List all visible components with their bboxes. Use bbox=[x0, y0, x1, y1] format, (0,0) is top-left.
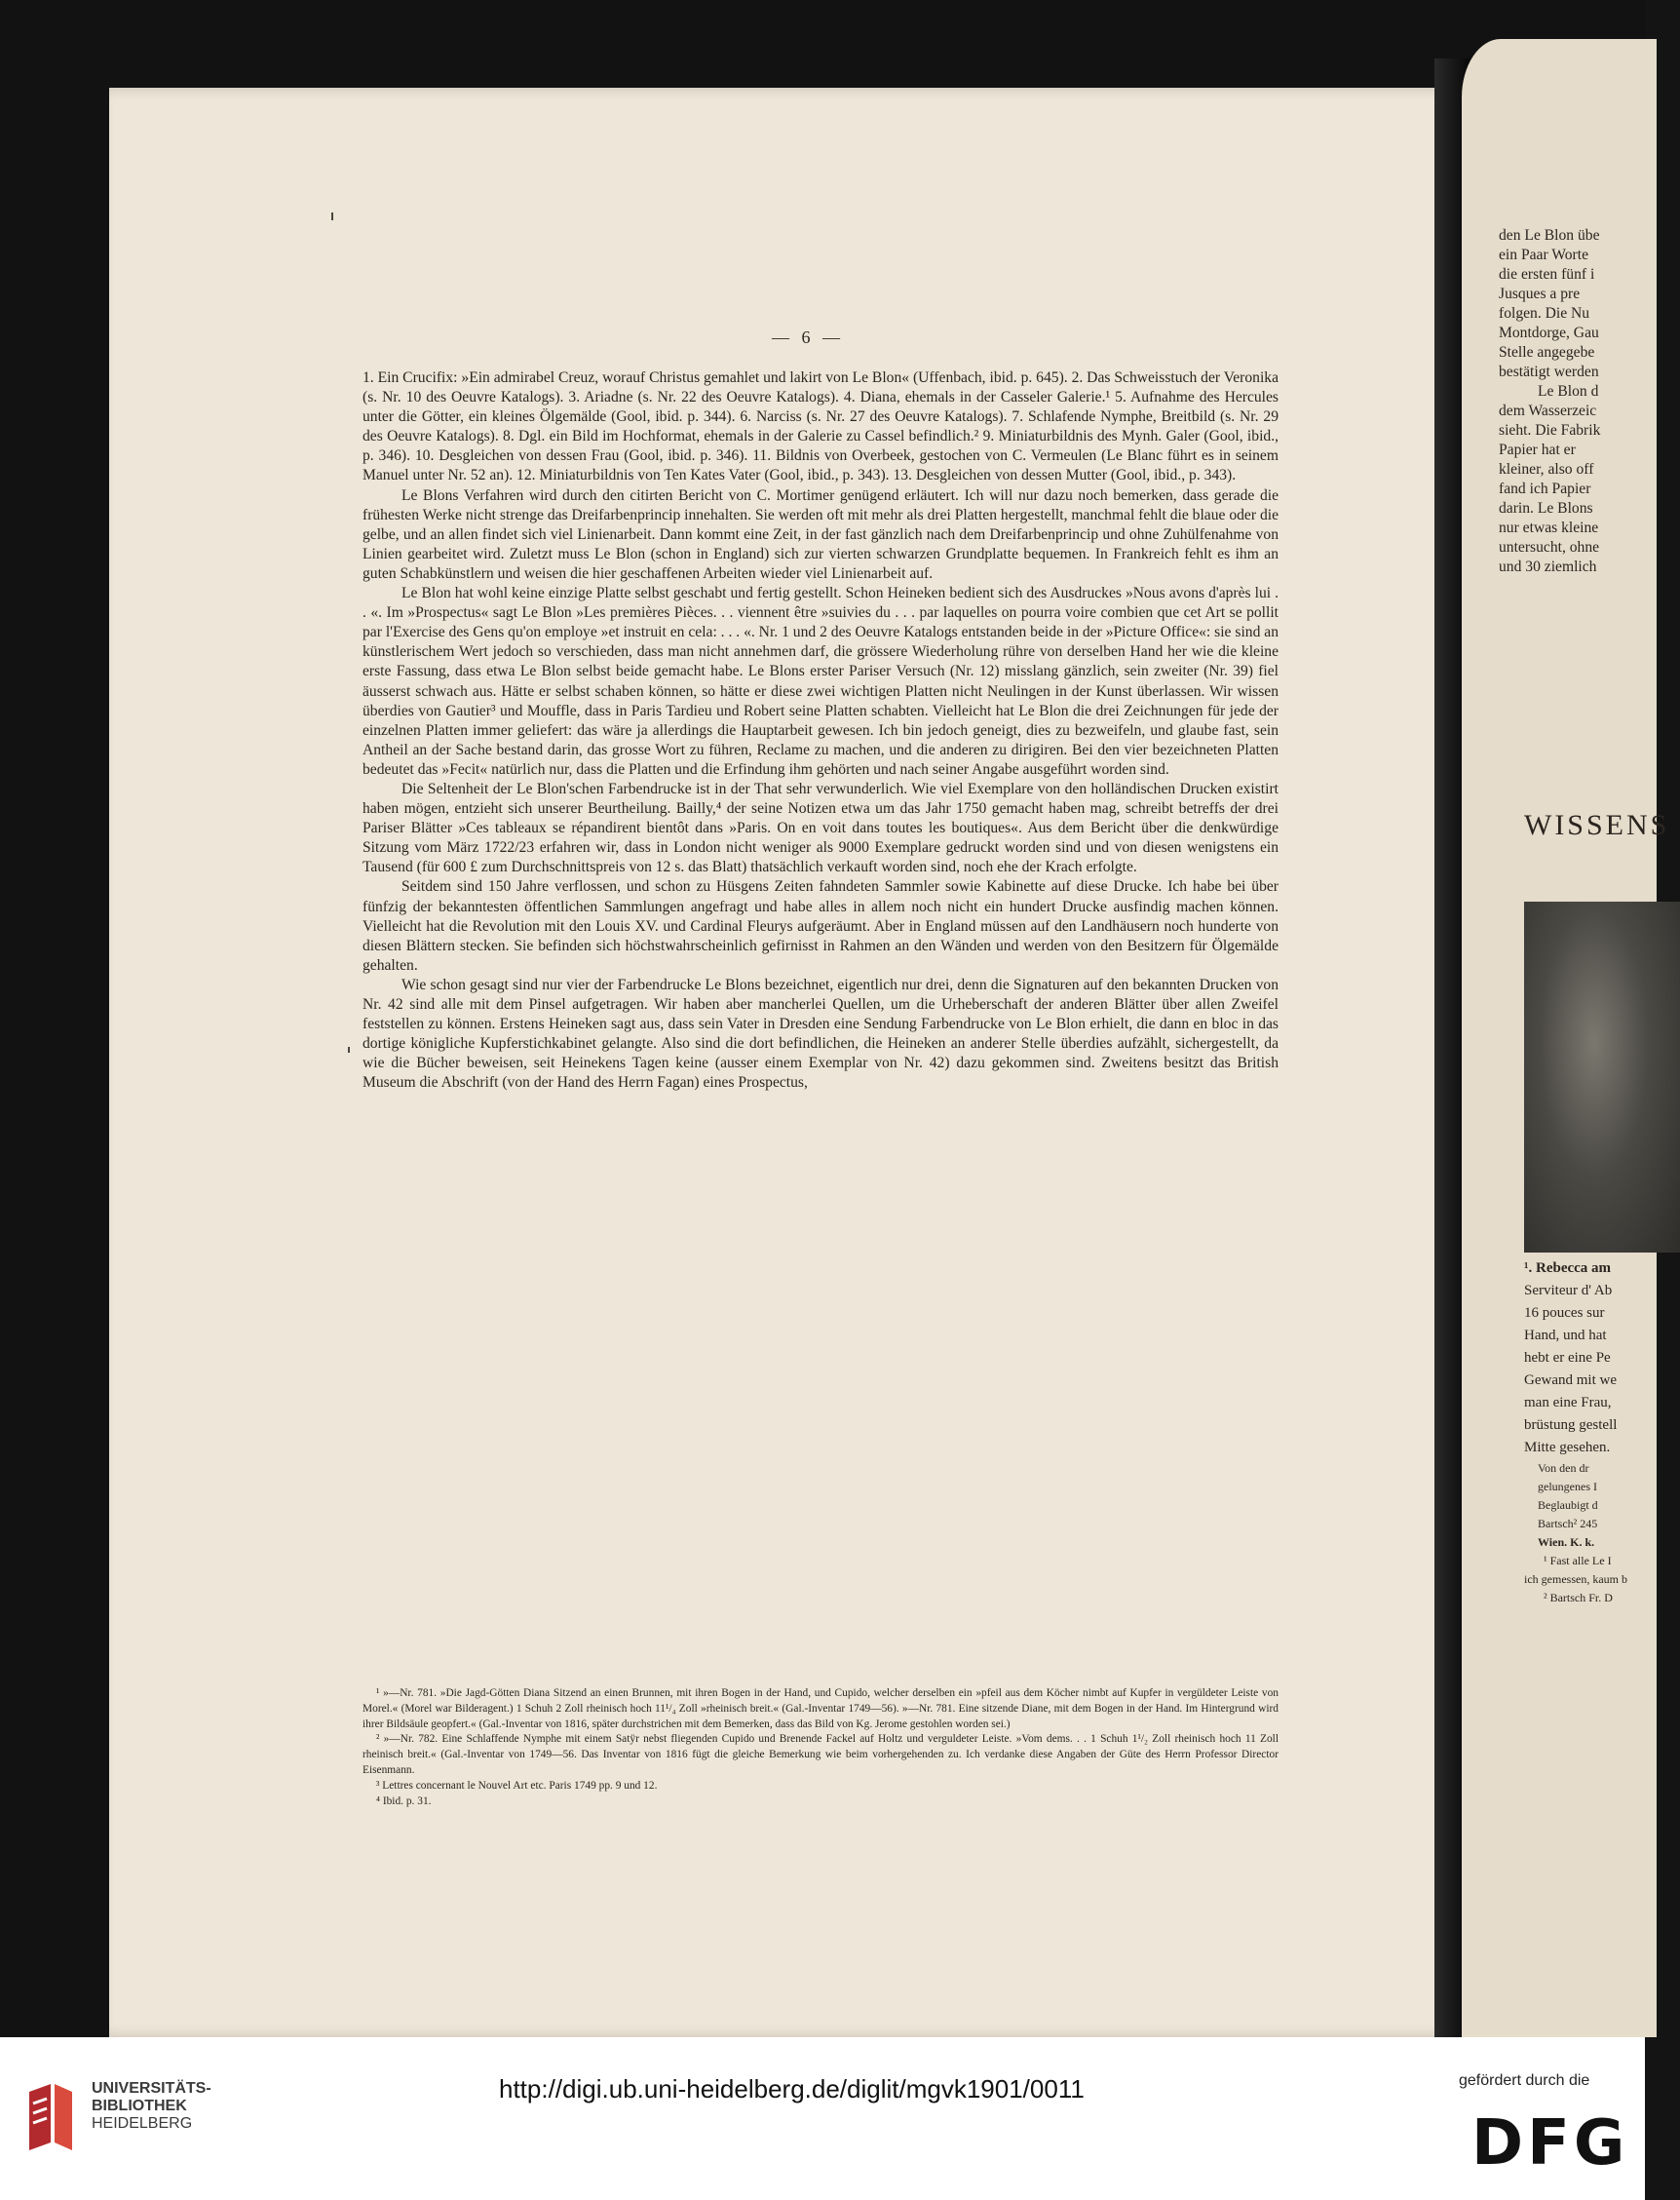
text-line: Le Blon d bbox=[1538, 383, 1599, 400]
university-library-logo-icon[interactable] bbox=[25, 2082, 76, 2154]
institution-name[interactable] bbox=[92, 2080, 211, 2133]
plate-caption bbox=[1524, 1257, 1627, 1607]
caption-line: Serviteur d' Ab bbox=[1524, 1283, 1613, 1298]
caption-note-line: ich gemessen, kaum b bbox=[1524, 1572, 1627, 1586]
margin-mark bbox=[331, 212, 333, 220]
caption-line: Mitte gesehen. bbox=[1524, 1440, 1611, 1455]
text-line: ein Paar Worte bbox=[1499, 247, 1588, 263]
text-line: bestätigt werden bbox=[1499, 364, 1599, 380]
margin-mark bbox=[348, 1047, 350, 1053]
caption-note-line: ² Bartsch Fr. D bbox=[1544, 1591, 1613, 1604]
caption-note-line: gelungenes I bbox=[1538, 1480, 1597, 1493]
caption-note-line: Beglaubigt d bbox=[1538, 1498, 1598, 1512]
institution-line: BIBLIOTHEK bbox=[92, 2098, 187, 2114]
text-line: den Le Blon übe bbox=[1499, 227, 1600, 244]
paragraph: Seitdem sind 150 Jahre verflossen, und schon zu Hüsgens Zeiten fahndeten Sammler sowie Kabinette auf diese Drucke. Ich habe bei über fünfzig der bekanntesten öffentlichen Sammlungen angefragt und habe alles in allem noch nicht ein hundert Drucke ausfindig machen können. Vielleicht hat die Revolution mit den Louis XV. und Cardinal Fleurys aufgeräumt. Aber in England müssen auf den Landhäusern noch hunderte von diesen Blättern stecken. Sie befinden sich höchstwahrscheinlich gefirnisst in Rahmen an den Wänden und werden von den Besitzern für Ölgemälde gehalten. bbox=[363, 878, 1279, 974]
caption-line: Hand, und hat bbox=[1524, 1328, 1607, 1343]
caption-note-line: ¹ Fast alle Le I bbox=[1544, 1554, 1612, 1567]
paragraph: 1. Ein Crucifix: »Ein admirabel Creuz, worauf Christus gemahlet und lakirt von Le Blon« (Uffenbach, ibid. p. 645). 2. Das Schweisstuch der Veronika (s. Nr. 10 des Oeuvre Katalogs). 3. Ariadne (s. Nr. 22 des Oeuvre Katalogs). 4. Diana, ehemals in der Casseler Galerie.¹ 5. Aufnahme des Hercules unter die Götter, ein kleines Ölgemälde (Gool, ibid. p. 344). 6. Narciss (s. Nr. 27 des Oeuvre Katalogs). 7. Schlafende Nymphe, Breitbild (s. Nr. 29 des Oeuvre Katalogs). 8. Dgl. ein Bild im Hochformat, ehemals in der Galerie zu Cassel befindlich.² 9. Miniaturbildnis des Mynh. Galer (Gool, ibid., p. 346). 10. Desgleichen von dessen Frau (Gool, ibid. p. 346). 11. Bildnis von Overbeek, gestochen von C. Vermeulen (Le Blanc führt es in seinem Manuel unter Nr. 52 an). 12. Miniaturbildnis von Ten Kates Vater (Gool, ibid., p. 343). 13. Desgleichen von dessen Mutter (Gool, ibid., p. 343). bbox=[363, 369, 1279, 484]
paragraph: Die Seltenheit der Le Blon'schen Farbendrucke ist in der That sehr verwunderlich. Wie viel Exemplare von den holländischen Drucken existirt haben mögen, entzieht sich unserer Beurtheilung. Bailly,⁴ der seine Notizen etwa um das Jahr 1750 gemacht haben mag, schreibt betreffs der drei Pariser Blätter »Ces tableaux se répandirent bientôt dans »Paris. On en voit dans toutes les boutiques«. Aus dem Bericht über die denkwürdige Sitzung vom März 1722/23 erfahren wir, dass in London nicht weniger als 9000 Exemplare gedruckt worden sind und von diesen wenigstens ein Tausend (für 600 £ zum Durchschnittspreis von 12 s. das Blatt) thatsächlich verkauft worden sind, noch ehe der Krach erfolgte. bbox=[363, 780, 1279, 876]
text-line: folgen. Die Nu bbox=[1499, 305, 1590, 322]
caption-note-line: Bartsch² 245 bbox=[1538, 1517, 1598, 1530]
text-line: Montdorge, Gau bbox=[1499, 325, 1599, 341]
caption-notes bbox=[1524, 1459, 1627, 1607]
text-line: die ersten fünf i bbox=[1499, 266, 1595, 283]
text-line: dem Wasserzeic bbox=[1499, 403, 1597, 419]
footnote: ² »—Nr. 782. Eine Schlaffende Nymphe mit einem Satÿr nebst fliegenden Cupido und Brenende Fackel auf Holtz und verguldeter Leiste. »Vom dems. . . 1 Schuh 1¹/₂ Zoll rheinisch hoch 11 Zoll rheinisch breit.« (Gal.-Inventar von 1749—56. Das Inventar von 1816 fügt die gleiche Bemerkung wie beim vorhergehenden zu. Ich verdanke diese Angaben der Güte des Herrn Professor Director Eisenmann. bbox=[363, 1733, 1279, 1776]
paragraph: Le Blon hat wohl keine einzige Platte selbst geschabt und fertig gestellt. Schon Heineken bedient sich des Ausdruckes »Nous avons d'après lui . . «. Im »Prospectus« sagt Le Blon »Les premières Pièces. . . viennent être »suivies du . . . par laquelles on pourra voire combien que cet Art se pollit par l'Exercise des Gens qu'on employe »et instruit en cela: . . . «. Nr. 1 und 2 des Oeuvre Katalogs entstanden beide in der »Picture Office«: sie sind an künstlerischem Wert jedoch so verschieden, dass man nicht annehmen darf, die grössere Wiederholung rühre von derselben Hand her wie die kleine erste Fassung, dass etwa Le Blon selbst beide gemacht habe. Le Blons erster Pariser Versuch (Nr. 12) misslang gänzlich, sein zweiter (Nr. 39) fiel äusserst schwach aus. Hätte er selbst schaben können, so hätte er diese zwei wichtigen Platten nicht Neulingen in der Kunst überlassen. Wir wissen überdies von Gautier³ und Mouffle, dass in Paris Tardieu und Robert seine Platten schabten. Vielleicht hat Le Blon die drei Zeichnungen für jede der einzelnen Platten immer geliefert: das wäre ja allerdings die Hauptarbeit gewesen. Ich bin jedoch geneigt, dies zu bezweifeln, und glaube fast, sein Antheil an der Sache bestand darin, das grosse Wort zu führen, Reclame zu machen, und die anderen zu dirigiren. Bei den vier bezeichneten Platten bedeutet das »Fecit« natürlich nur, dass die Platten und die Erfindung ihm gehörten und nach seiner Angabe ausgeführt worden sind. bbox=[363, 585, 1279, 778]
footnote: ³ Lettres concernant le Nouvel Art etc. Paris 1749 pp. 9 und 12. bbox=[376, 1779, 658, 1792]
caption-line: brüstung gestell bbox=[1524, 1417, 1618, 1433]
text-line: untersucht, ohne bbox=[1499, 539, 1600, 556]
caption-line: ¹. Rebecca am bbox=[1524, 1260, 1612, 1276]
main-text bbox=[363, 368, 1279, 1093]
text-line: nur etwas kleine bbox=[1499, 520, 1599, 536]
caption-line: hebt er eine Pe bbox=[1524, 1350, 1611, 1366]
footnote: ⁴ Ibid. p. 31. bbox=[376, 1795, 432, 1807]
paragraph: Wie schon gesagt sind nur vier der Farbendrucke Le Blons bezeichnet, eigentlich nur drei, denn die Signaturen auf den bekannten Drucken von Nr. 42 sind alle mit dem Pinsel aufgetragen. Wir haben aber mancherlei Quellen, um die Urheberschaft der anderen Blätter über allen Zweifel feststellen zu können. Erstens Heineken sagt aus, dass sein Vater in Dresden eine Sendung Farbendrucke von Le Blon erhielt, die dann en bloc in das dortige königliche Kupferstichkabinet gelangte. Also sind die dort befindlichen, die Heineken an anderer Stelle überdies aufzählt, sichergestellt, da wie die Bücher beweisen, seit Heinekens Tagen keine (ausser einem Exemplar von Nr. 42) dazu gekommen sind. Zweitens besitzt das British Museum die Abschrift (von der Hand des Herrn Fagan) eines Prospectus, bbox=[363, 976, 1279, 1092]
permalink-url[interactable]: http://digi.ub.uni-heidelberg.de/diglit/mgvk1901/0011 bbox=[499, 2074, 1085, 2104]
viewer-footer bbox=[0, 2037, 1645, 2200]
institution-line: HEIDELBERG bbox=[92, 2115, 193, 2132]
paragraph: Le Blons Verfahren wird durch den citirten Bericht von C. Mortimer genügend erläutert. Ich will nur dazu noch bemerken, dass gerade die frühesten Werke nicht strenge das Dreifarbenprincip innehalten. Sie werden oft mit mehr als drei Platten hergestellt, manchmal fehlt die blaue oder die gelbe, und an allen findet sich viel Linienarbeit. Dann kommt eine Zeit, in der fast gänzlich nach dem Dreifarbenprincip und ohne Zuhülfenahme von Linien gearbeitet wird. Zuletzt muss Le Blon (schon in England) sich zur vierten schwarzen Grundplatte bequemen. In Frankreich fehlt es ihm an guten Schabkünstlern und weisen die hier geschaffenen Arbeiten wieder viel Linienarbeit auf. bbox=[363, 486, 1279, 582]
plate-image bbox=[1524, 902, 1680, 1253]
text-line: und 30 ziemlich bbox=[1499, 559, 1597, 575]
right-page bbox=[1462, 39, 1670, 2037]
caption-note-line: Wien. K. k. bbox=[1538, 1535, 1595, 1549]
caption-note-line: Von den dr bbox=[1538, 1461, 1589, 1475]
text-line: Jusques a pre bbox=[1499, 286, 1581, 302]
text-line: sieht. Die Fabrik bbox=[1499, 422, 1601, 439]
caption-line: 16 pouces sur bbox=[1524, 1305, 1605, 1321]
footnote: ¹ »—Nr. 781. »Die Jagd-Götten Diana Sitzend an einen Brunnen, mit ihren Bogen in der Hand, und Cupido, welcher derselben ein »pfeil aus dem Köcher nimbt auf Kupfer in vergüldeter Leiste von Morel.« (Morel war Bilderagent.) 1 Schuh 2 Zoll rheinisch hoch 11¹/₄ Zoll »rheinisch breit.« (Gal.-Inventar 1749—56). »—Nr. 781. Eine sitzende Diane, mit dem Bogen in der Hand. Im Hintergrund wird ihrer Bildsäule geopfert.« (Gal.-Inventar von 1816, später durchstrichen mit dem Bemerken, dass das Bild von Kg. Jerome gestohlen worden sei.) bbox=[363, 1687, 1279, 1730]
institution-line: UNIVERSITÄTS- bbox=[92, 2080, 211, 2097]
text-line: darin. Le Blons bbox=[1499, 500, 1593, 517]
text-line: Papier hat er bbox=[1499, 442, 1576, 458]
funded-by-label: gefördert durch die bbox=[1459, 2072, 1590, 2089]
text-line: fand ich Papier bbox=[1499, 481, 1591, 497]
text-line: Stelle angegebe bbox=[1499, 344, 1595, 361]
footnotes bbox=[363, 1686, 1279, 1809]
caption-line: man eine Frau, bbox=[1524, 1395, 1612, 1410]
section-heading: WISSENS bbox=[1524, 809, 1670, 841]
text-line: kleiner, also off bbox=[1499, 461, 1594, 478]
right-page-text bbox=[1499, 226, 1600, 577]
dfg-logo-icon[interactable]: DFG bbox=[1471, 2107, 1629, 2180]
page-number: — 6 — bbox=[772, 328, 844, 347]
caption-line: Gewand mit we bbox=[1524, 1372, 1617, 1388]
